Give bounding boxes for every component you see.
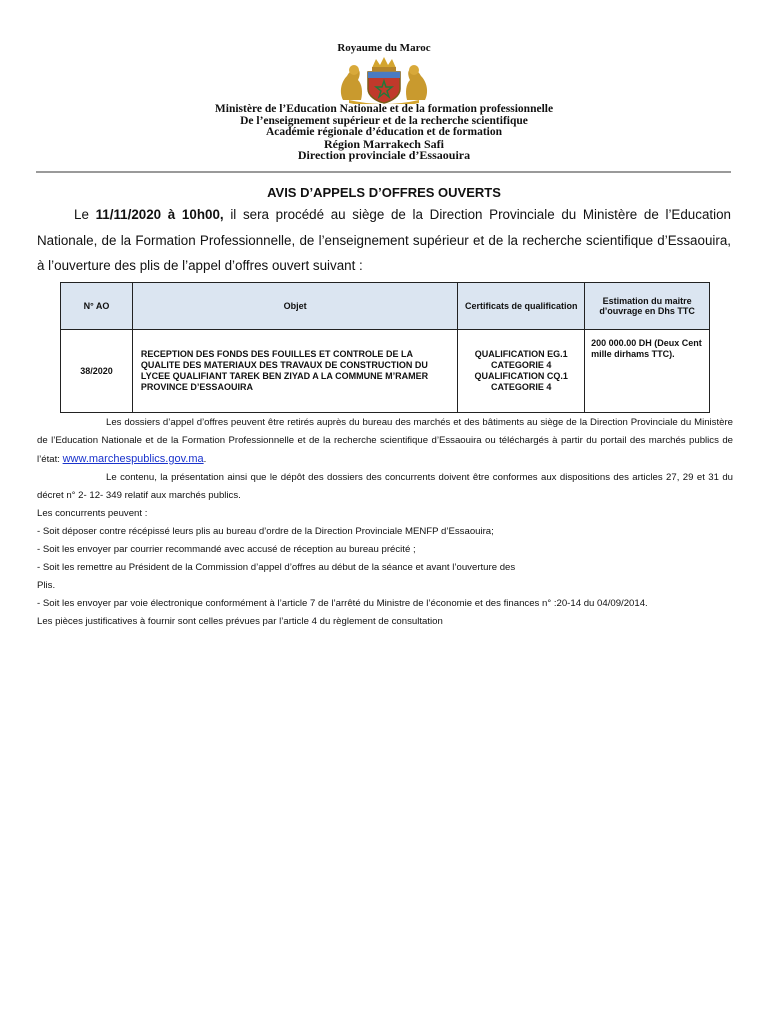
period: . <box>203 454 207 465</box>
col-header-numero: N° AO <box>61 283 133 330</box>
ministry-lines <box>0 104 768 162</box>
certificat-line: CATEGORIE 4 <box>491 360 552 370</box>
notice-body <box>37 414 733 631</box>
notice-intro <box>37 202 731 279</box>
contenu-text: Le contenu, la présentation ainsi que le dépôt des dossiers des concurrents doivent être conformes aux dispositions des articles 27, 29 et 31 du décret n° 2- 12- 349 relatif aux marchés publics. <box>37 472 733 501</box>
paragraph-concurrents: Les concurrents peuvent : <box>37 508 148 519</box>
cell-numero: 38/2020 <box>61 330 133 413</box>
tender-table <box>60 282 710 413</box>
intro-text: il sera procédé au siège de la Direction Provinciale du Ministère de l’Education Nationale, de la Formation Professionnelle, de l’enseignement supérieur et de la recherche scientifique d’Essaouira, à l’ouverture des plis de l’appel d’offres ouvert suivant : <box>37 207 731 273</box>
cell-estimation: 200 000.00 DH (Deux Cent mille dirhams TTC). <box>585 330 710 413</box>
direction-line: Direction provinciale d’Essaouira <box>297 148 471 162</box>
certificat-line: CATEGORIE 4 <box>491 382 552 392</box>
header-divider <box>36 171 731 173</box>
notice-title: AVIS D’APPELS D’OFFRES OUVERTS <box>267 185 501 200</box>
cell-objet: RECEPTION DES FONDS DES FOUILLES ET CONTROLE DE LA QUALITE DES MATERIAUX DES TRAVAUX DE CONSTRUCTION DU LYCEE QUALIFIANT TAREK BEN ZIYAD A LA COMMUNE M’RAMER PROVINCE D’ESSAOUIRA <box>132 330 457 413</box>
opening-datetime: 11/11/2020 à 10h00, <box>95 207 224 222</box>
list-item: - Soit déposer contre récépissé leurs plis au bureau d’ordre de la Direction Provinciale MENFP d’Essaouira; <box>37 526 494 537</box>
paragraph-retrait <box>37 414 733 469</box>
col-header-objet: Objet <box>132 283 457 330</box>
table-header-row <box>61 283 710 330</box>
list-item: - Soit les envoyer par voie électronique conformément à l’article 7 de l’arrêté du Ministre de l’économie et des finances n° :20-14 du 04/09/2014. <box>37 598 648 609</box>
intro-prefix: Le <box>74 207 89 222</box>
list-item: Plis. <box>37 580 56 591</box>
portal-link[interactable]: www.marchespublics.gov.ma <box>62 453 204 465</box>
col-header-estimation: Estimation du maitre d’ouvrage en Dhs TTC <box>585 283 710 330</box>
retrait-text: Les dossiers d’appel d’offres peuvent être retirés auprès du bureau des marchés et des bâtiments au siège de la Direction Provinciale du Ministère de l’Education Nationale et de la Formation Professionnelle et de la recherche scientifique d’Essaouira ou téléchargés à partir du portail des marchés publics de l’état: <box>37 417 733 465</box>
paragraph-pieces: Les pièces justificatives à fournir sont celles prévues par l’article 4 du règlement de consultation <box>37 616 443 627</box>
col-header-certificats: Certificats de qualification <box>458 283 585 330</box>
ministry-line: De l’enseignement supérieur et de la recherche scientifique <box>240 114 528 127</box>
table-row <box>61 330 710 413</box>
region-line: Région Marrakech Safi <box>324 136 444 151</box>
kingdom-title: Royaume du Maroc <box>337 42 431 54</box>
list-item: - Soit les remettre au Président de la Commission d’appel d’offres au début de la séance et avant l’ouverture des <box>37 562 516 573</box>
certificat-line: QUALIFICATION CQ.1 <box>474 371 568 381</box>
academy-line: Académie régionale d’éducation et de formation <box>265 126 503 138</box>
cell-certificats <box>458 330 585 413</box>
list-item: - Soit les envoyer par courrier recommandé avec accusé de réception au bureau précité ; <box>37 544 416 555</box>
paragraph-contenu <box>37 469 733 505</box>
coat-of-arms-emblem <box>329 56 439 104</box>
ministry-line: Ministère de l’Education Nationale et de la formation professionnelle <box>214 103 554 115</box>
certificat-line: QUALIFICATION EG.1 <box>474 349 568 359</box>
